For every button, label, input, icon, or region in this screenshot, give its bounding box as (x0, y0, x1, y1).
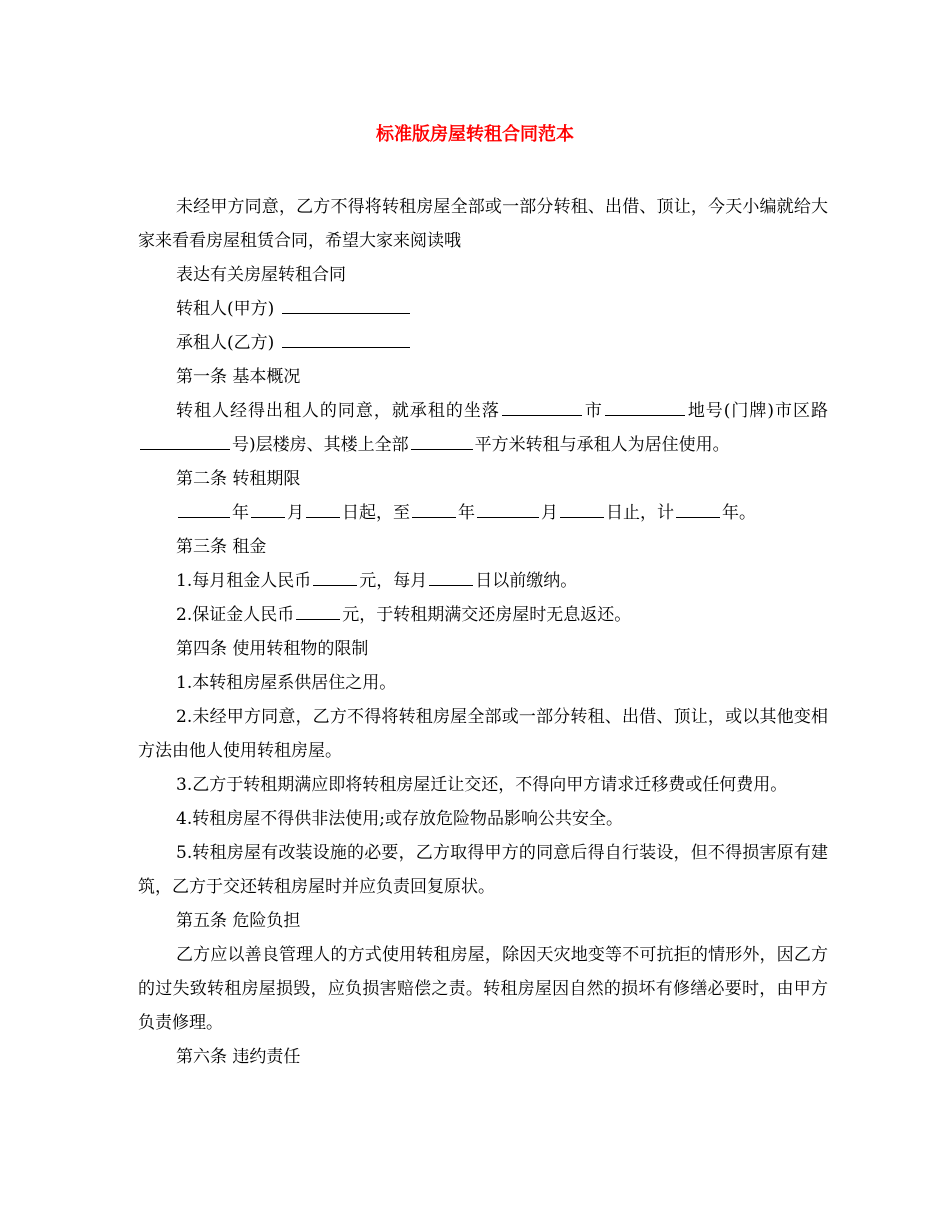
article-2-text (138, 496, 828, 530)
party-b-blank[interactable] (282, 346, 410, 348)
article-6-heading: 第六条 违约责任 (176, 1047, 301, 1067)
party-a-line (138, 292, 828, 326)
start-month-blank[interactable] (251, 516, 285, 518)
party-a-label: 转租人(甲方) (176, 299, 275, 319)
article-2-text-part: 日止，计 (606, 503, 674, 523)
article-4-item: 2.未经甲方同意，乙方不得将转租房屋全部或一部分转租、出借、顶让，或以其他变相方法由他人使用转租房屋。 (138, 707, 828, 761)
party-b-line (138, 326, 828, 360)
article-1-text-part: 号)层楼房、其楼上全部 (232, 435, 409, 455)
article-3-text-part: 日以前缴纳。 (475, 571, 578, 591)
article-3-text-part: 1.每月租金人民币 (176, 571, 312, 591)
article-1-text (138, 394, 828, 462)
article-3-heading: 第三条 租金 (176, 537, 267, 557)
article-4-heading: 第四条 使用转租物的限制 (176, 639, 369, 659)
start-year-blank[interactable] (178, 516, 230, 518)
article-3-text-part: 2.保证金人民币 (176, 605, 295, 625)
article-1-text-part: 平方米转租与承租人为居住使用。 (474, 435, 730, 455)
party-b-label: 承租人(乙方) (176, 333, 275, 353)
article-2-text-part: 月 (541, 503, 558, 523)
article-4-item: 5.转租房屋有改装设施的必要，乙方取得甲方的同意后得自行装设，但不得损害原有建筑，乙方于交还转租房屋时并应负责回复原状。 (138, 843, 828, 897)
road-blank[interactable] (140, 448, 230, 450)
document-title: 标准版房屋转租合同范本 (376, 124, 574, 145)
article-1-text-part: 市 (583, 401, 603, 421)
article-4-item: 3.乙方于转租期满应即将转租房屋迁让交还，不得向甲方请求迁移费或任何费用。 (176, 775, 788, 795)
party-a-blank[interactable] (282, 312, 410, 314)
article-3-item-2 (138, 598, 828, 632)
article-5-text: 乙方应以善良管理人的方式使用转租房屋，除因天灾地变等不可抗拒的情形外，因乙方的过失致转租房屋损毁，应负损害赔偿之责。转租房屋因自然的损坏有修缮必要时，由甲方负责修理。 (138, 945, 828, 1033)
start-day-blank[interactable] (306, 516, 340, 518)
rent-amount-blank[interactable] (313, 584, 357, 586)
end-year-blank[interactable] (412, 516, 456, 518)
total-years-blank[interactable] (676, 516, 720, 518)
subtitle-line: 表达有关房屋转租合同 (176, 265, 346, 285)
article-3-text-part: 元，每月 (359, 571, 428, 591)
article-2-text-part: 年。 (722, 503, 756, 523)
area-blank[interactable] (411, 448, 473, 450)
article-2-text-part: 年 (232, 503, 249, 523)
article-2-text-part: 月 (287, 503, 304, 523)
article-3-text-part: 元，于转租期满交还房屋时无息返还。 (342, 605, 632, 625)
document-body (138, 190, 828, 1074)
article-1-text-part: 地号(门牌)市区路 (686, 401, 829, 421)
article-1-heading: 第一条 基本概况 (176, 367, 301, 387)
article-2-text-part: 年 (458, 503, 475, 523)
location-blank[interactable] (502, 414, 582, 416)
article-4-item: 1.本转租房屋系供居住之用。 (176, 673, 397, 693)
article-2-heading: 第二条 转租期限 (176, 469, 301, 489)
article-3-item-1 (138, 564, 828, 598)
intro-paragraph: 未经甲方同意，乙方不得将转租房屋全部或一部分转租、出借、顶让，今天小编就给大家来看看房屋租赁合同，希望大家来阅读哦 (138, 197, 828, 251)
deposit-amount-blank[interactable] (296, 618, 340, 620)
article-2-text-part: 日起，至 (342, 503, 410, 523)
article-5-heading: 第五条 危险负担 (176, 911, 301, 931)
lot-blank[interactable] (605, 414, 685, 416)
end-day-blank[interactable] (560, 516, 604, 518)
article-1-text-part: 转租人经得出租人的同意，就承租的坐落 (176, 401, 500, 421)
article-4-item: 4.转租房屋不得供非法使用;或存放危险物品影响公共安全。 (176, 809, 623, 829)
end-month-blank[interactable] (477, 516, 539, 518)
rent-day-blank[interactable] (429, 584, 473, 586)
